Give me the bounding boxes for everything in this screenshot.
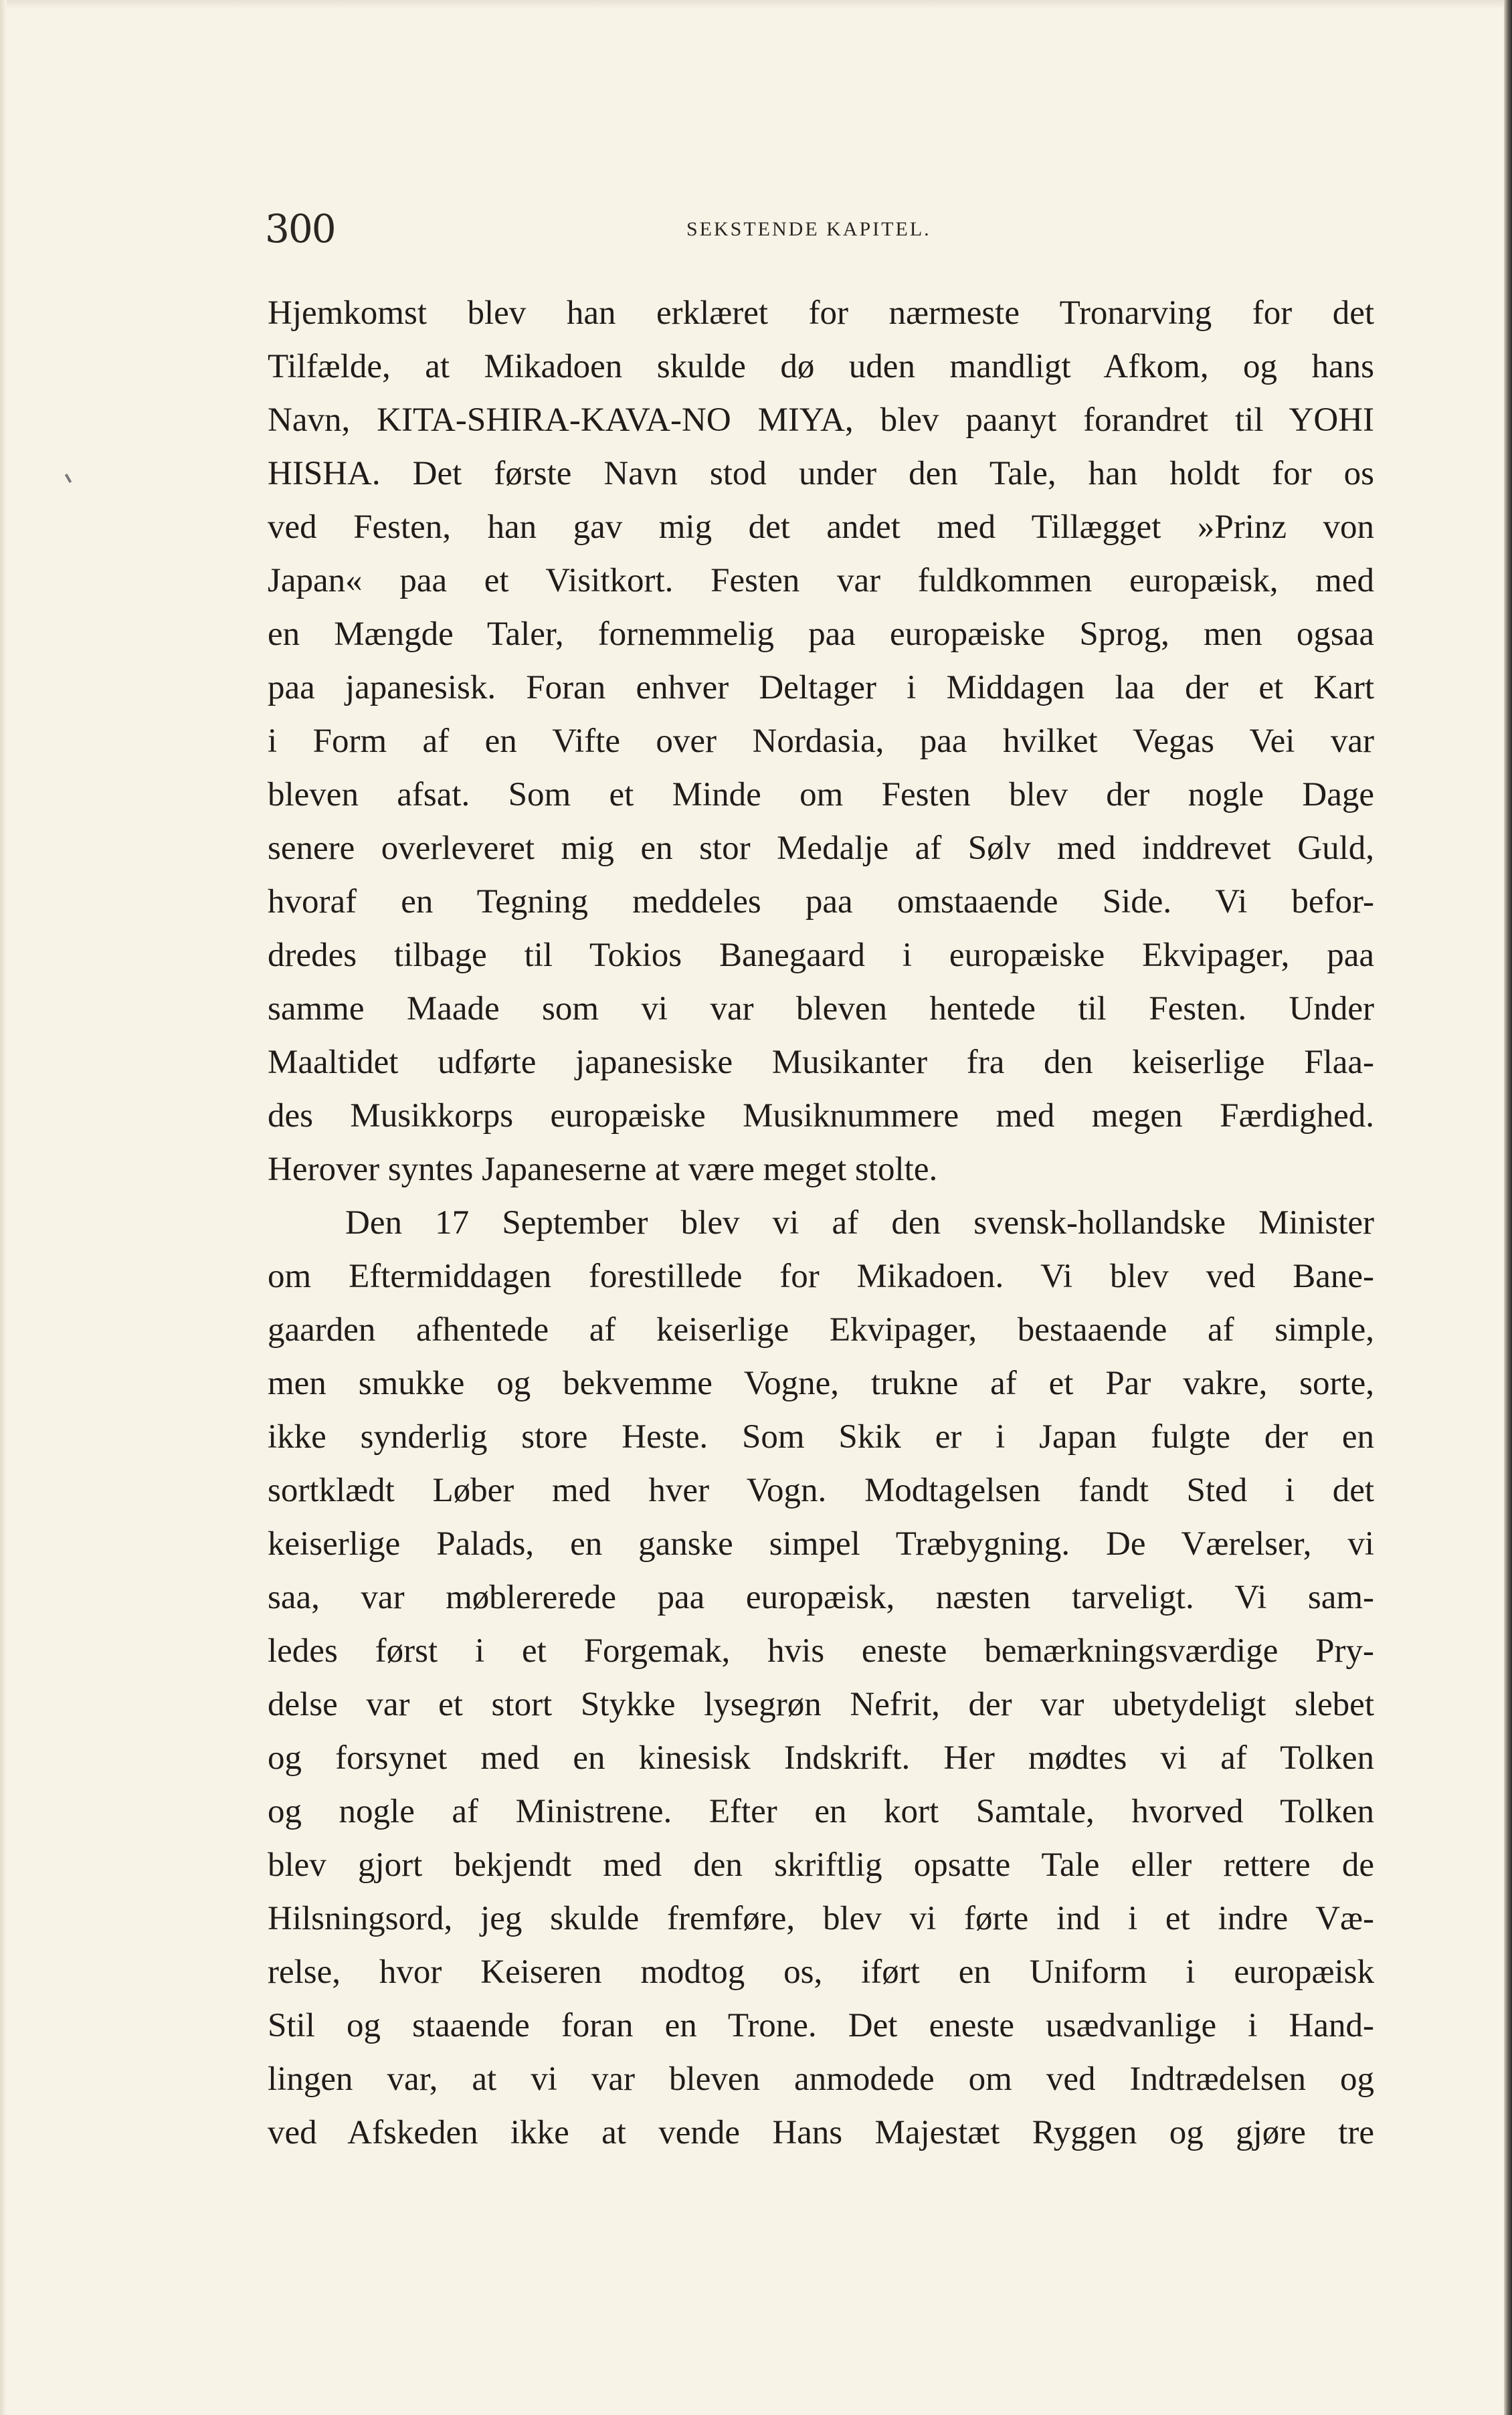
text-line: HISHA. Det første Navn stod under den Tale, han holdt for os: [268, 455, 1374, 492]
text-line: des Musikkorps europæiske Musiknummere med megen Færdighed.: [268, 1097, 1374, 1135]
text-line: men smukke og bekvemme Vogne, trukne af et Par vakre, sorte,: [268, 1365, 1374, 1402]
text-line: saa, var møblererede paa europæisk, næsten tarveligt. Vi sam-: [268, 1579, 1374, 1616]
page-number: 300: [265, 206, 335, 252]
margin-mark: [65, 474, 72, 483]
scan-edge-right: [1504, 0, 1512, 2415]
text-line: samme Maade som vi var bleven hentede til Festen. Under: [268, 990, 1374, 1028]
text-line: sortklædt Løber med hver Vogn. Modtagelsen fandt Sted i det: [268, 1472, 1374, 1509]
text-line: senere overleveret mig en stor Medalje af Sølv med inddrevet Guld,: [268, 830, 1374, 867]
text-line: paa japanesisk. Foran enhver Deltager i Middagen laa der et Kart: [268, 669, 1374, 706]
text-line: og nogle af Ministrene. Efter en kort Samtale, hvorved Tolken: [268, 1793, 1374, 1830]
text-line: delse var et stort Stykke lysegrøn Nefrit, der var ubetydeligt slebet: [268, 1686, 1374, 1723]
running-head: SEKSTENDE KAPITEL.: [686, 218, 931, 240]
body-text: [268, 286, 1374, 2159]
text-line: og forsynet med en kinesisk Indskrift. Her mødtes vi af Tolken: [268, 1739, 1374, 1777]
text-line: Maaltidet udførte japanesiske Musikanter fra den keiserlige Flaa-: [268, 1044, 1374, 1081]
text-line: gaarden afhentede af keiserlige Ekvipager, bestaaende af simple,: [268, 1311, 1374, 1349]
text-line: Hilsningsord, jeg skulde fremføre, blev vi førte ind i et indre Væ-: [268, 1900, 1374, 1937]
text-line: ikke synderlig store Heste. Som Skik er i Japan fulgte der en: [268, 1418, 1374, 1456]
text-line: lingen var, at vi var bleven anmodede om ved Indtrædelsen og: [268, 2060, 1374, 2098]
text-line: relse, hvor Keiseren modtog os, iført en Uniform i europæisk: [268, 1953, 1374, 1991]
text-line: ved Afskeden ikke at vende Hans Majestæt Ryggen og gjøre tre: [268, 2114, 1374, 2151]
page-left-shadow: [0, 0, 7, 2415]
text-line: ledes først i et Forgemak, hvis eneste bemærkningsværdige Pry-: [268, 1632, 1374, 1670]
page-top-shadow: [0, 0, 1504, 9]
text-line: Den 17 September blev vi af den svensk-hollandske Minister: [345, 1204, 1374, 1242]
text-line: en Mængde Taler, fornemmelig paa europæiske Sprog, men ogsaa: [268, 615, 1374, 653]
text-line: om Eftermiddagen forestillede for Mikadoen. Vi blev ved Bane-: [268, 1258, 1374, 1295]
text-line: blev gjort bekjendt med den skriftlig opsatte Tale eller rettere de: [268, 1846, 1374, 1884]
text-line: Stil og staaende foran en Trone. Det eneste usædvanlige i Hand-: [268, 2007, 1374, 2044]
text-line: Herover syntes Japaneserne at være meget stolte.: [268, 1151, 938, 1188]
text-line: i Form af en Vifte over Nordasia, paa hvilket Vegas Vei var: [268, 722, 1374, 760]
text-line: Tilfælde, at Mikadoen skulde dø uden mandligt Afkom, og hans: [268, 348, 1374, 385]
page-header: [265, 202, 1376, 256]
text-line: Navn, KITA-SHIRA-KAVA-NO MIYA, blev paanyt forandret til YOHI: [268, 401, 1374, 439]
text-line: Hjemkomst blev han erklæret for nærmeste Tronarving for det: [268, 294, 1374, 332]
text-line: ved Festen, han gav mig det andet med Tillægget »Prinz von: [268, 508, 1374, 546]
text-line: bleven afsat. Som et Minde om Festen blev der nogle Dage: [268, 776, 1374, 813]
text-line: keiserlige Palads, en ganske simpel Træbygning. De Værelser, vi: [268, 1525, 1374, 1563]
text-line: dredes tilbage til Tokios Banegaard i europæiske Ekvipager, paa: [268, 937, 1374, 974]
text-line: Japan« paa et Visitkort. Festen var fuldkommen europæisk, med: [268, 562, 1374, 599]
text-line: hvoraf en Tegning meddeles paa omstaaende Side. Vi befor-: [268, 883, 1374, 921]
